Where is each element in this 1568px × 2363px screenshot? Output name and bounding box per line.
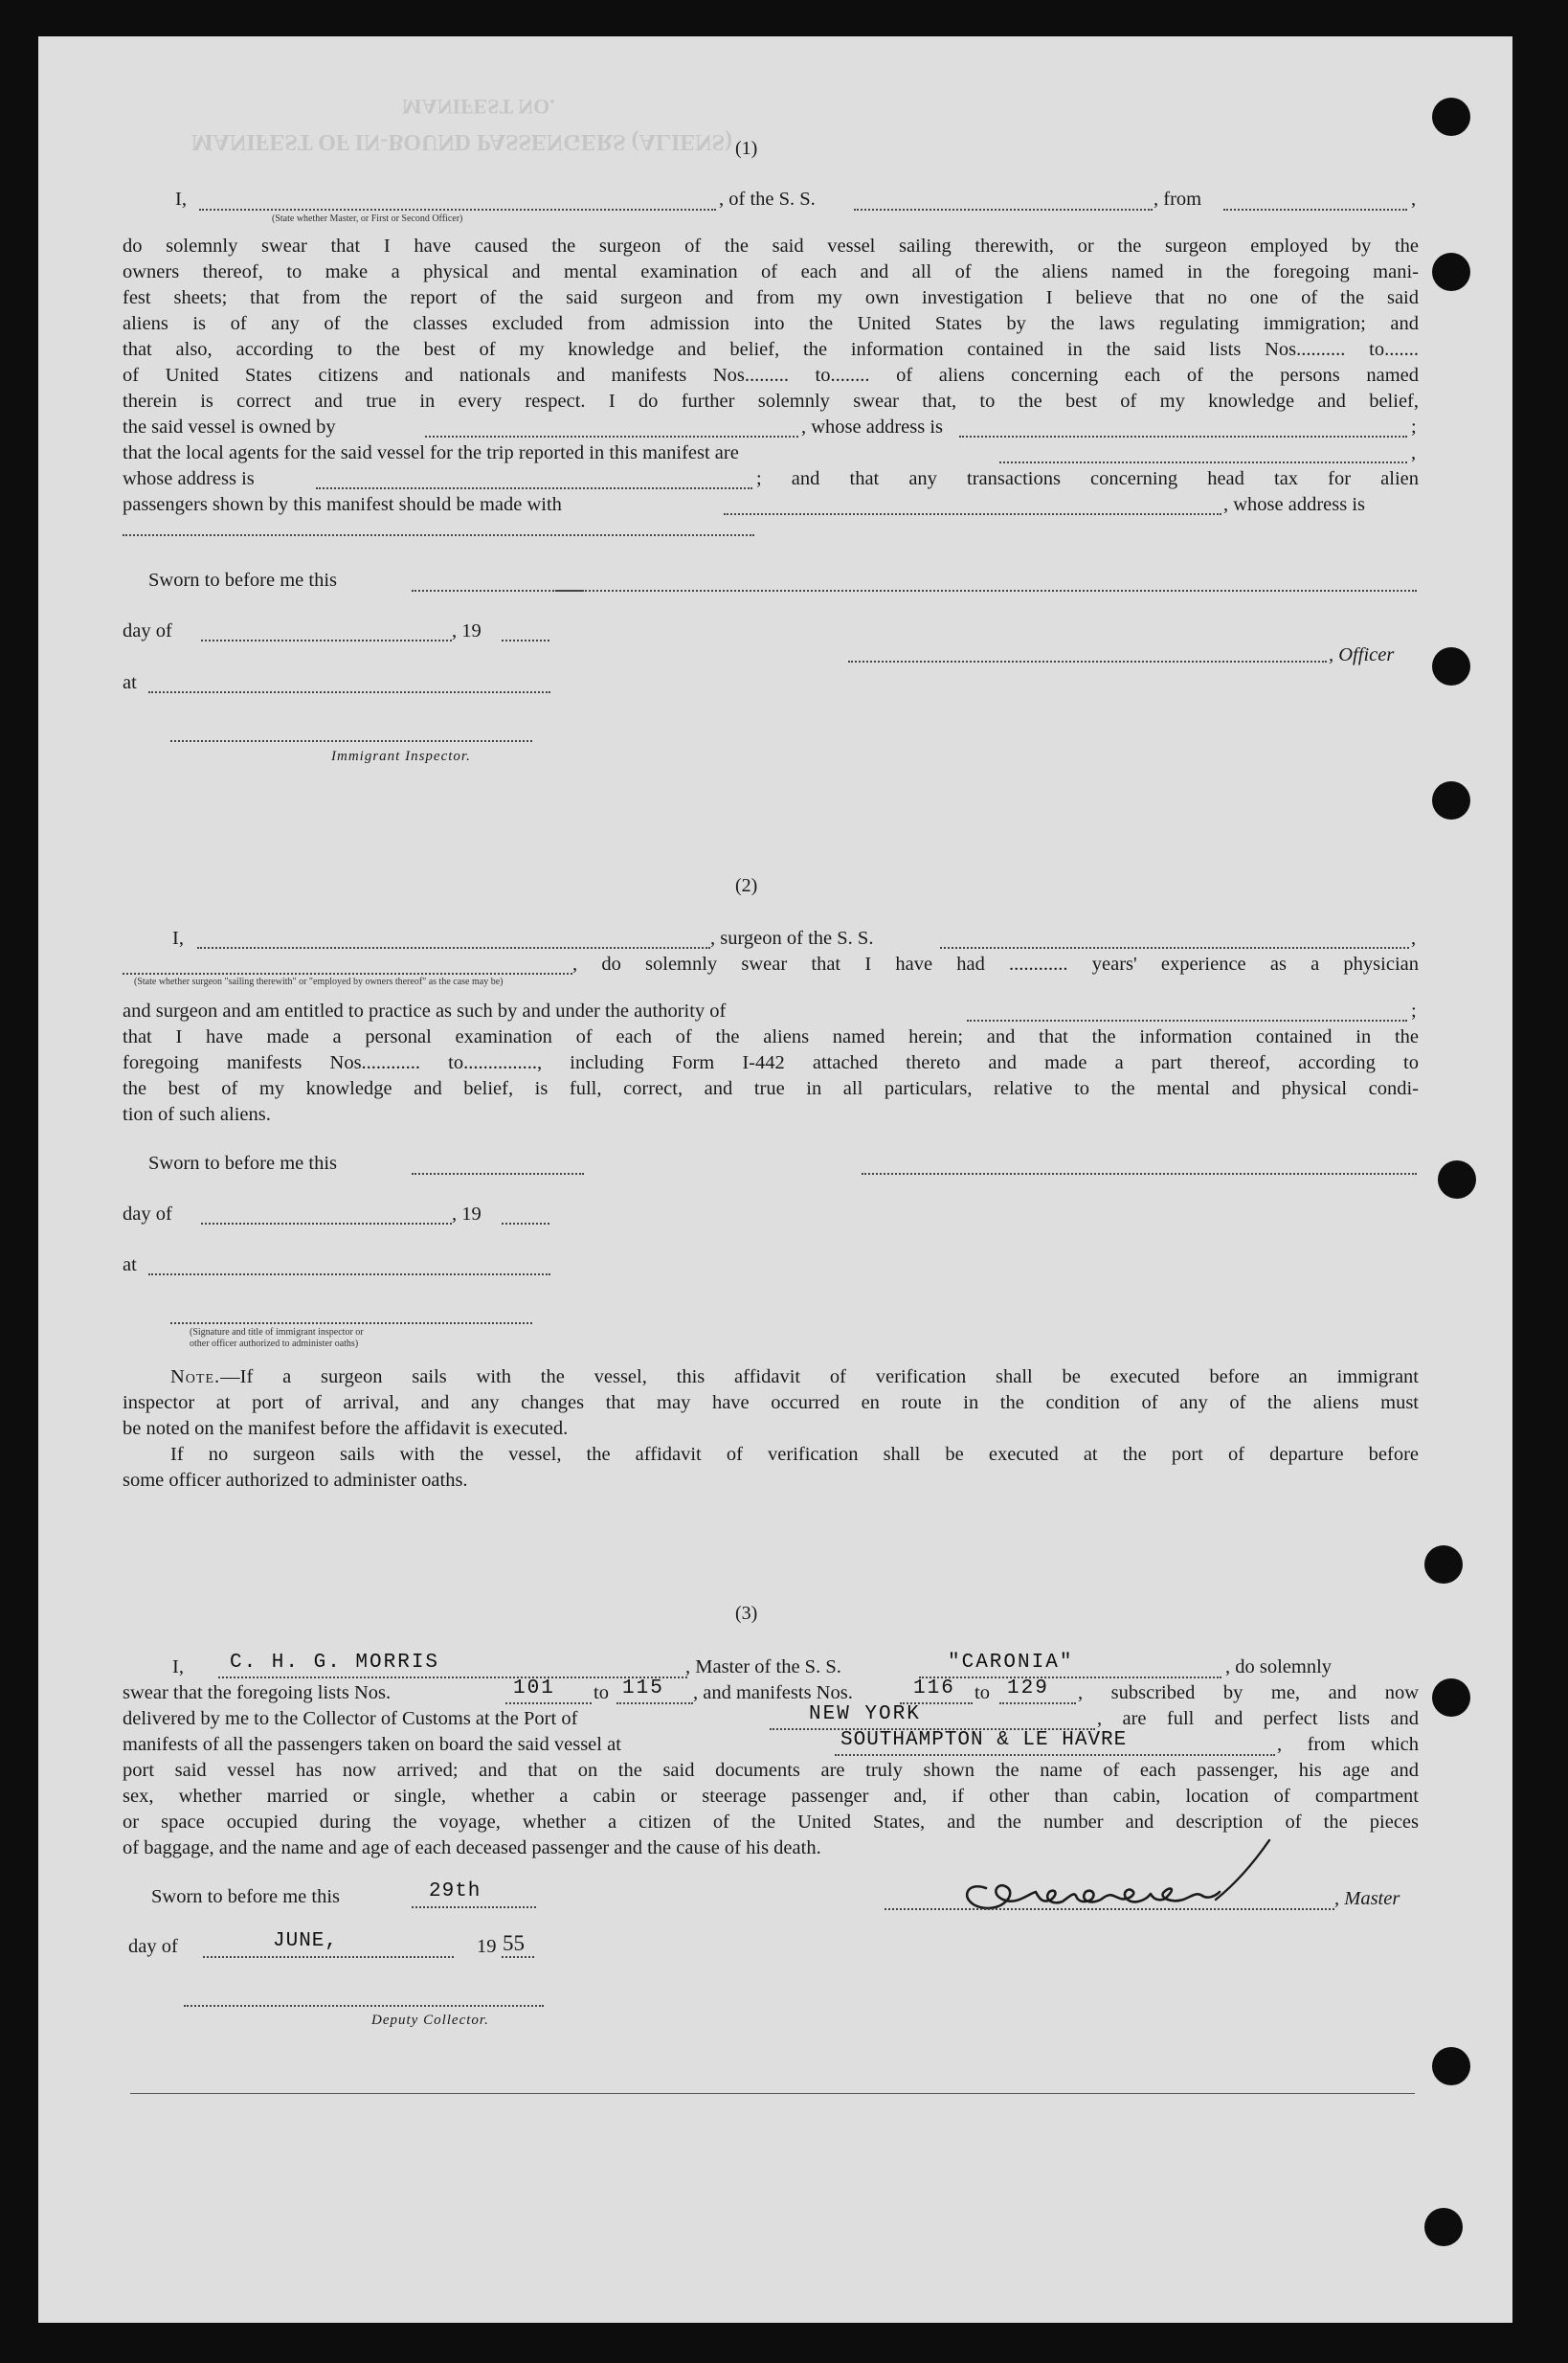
s1-made-with-address: , whose address is (1223, 494, 1366, 515)
s1-made-with-label: passengers shown by this manifest should be made with (123, 494, 562, 515)
s1-from-comma: , (1411, 189, 1417, 210)
s2-para-line-5: tion of such aliens. (123, 1104, 271, 1125)
s2-year-label: , 19 (452, 1204, 482, 1225)
s3-i-label: I, (172, 1656, 184, 1677)
s2-surgeon-of-label: , surgeon of the S. S. (710, 928, 874, 949)
s3-para-line-1: port said vessel has now arrived; and that on the said documents are truly shown the name of each passenger, his age and (123, 1760, 1419, 1781)
s3-manifests-all-text: manifests of all the passengers taken on board the said vessel at (123, 1734, 621, 1755)
s1-owned-by-label: the said vessel is owned by (123, 416, 336, 438)
s3-port-value: NEW YORK (809, 1703, 921, 1725)
punch-hole-6 (1424, 1545, 1463, 1584)
s3-month-value: JUNE, (273, 1930, 339, 1952)
s1-sworn-label: Sworn to before me this (148, 570, 337, 591)
s2-inspector-signature-field[interactable] (170, 1322, 532, 1324)
section-2-heading: (2) (735, 875, 758, 896)
s1-owner-address-field[interactable] (959, 436, 1407, 438)
s3-list-from-value: 101 (513, 1677, 555, 1699)
s2-sworn-label: Sworn to before me this (148, 1153, 337, 1174)
s3-manifest-to-field[interactable] (999, 1702, 1076, 1704)
s1-owner-whose-address: , whose address is (801, 416, 944, 438)
s1-head-tax-text: ; and that any transactions concerning head tax for alien (756, 468, 1419, 489)
s3-swear-text: swear that the foregoing lists Nos. (123, 1682, 392, 1703)
section-3-heading: (3) (735, 1603, 758, 1624)
punch-hole-4 (1432, 781, 1470, 820)
s2-ship-comma: , (1411, 928, 1417, 949)
s1-of-ss-label: , of the S. S. (719, 189, 816, 210)
bleed-through-header: MANIFEST NO. (402, 95, 555, 119)
s1-para-line-3: fest sheets; that from the report of the said surgeon and from my own investigation I believe that no one of the said (123, 287, 1419, 308)
punch-hole-2 (1432, 253, 1470, 291)
s2-para-line-4: the best of my knowledge and belief, is full, correct, and true in all particulars, relative to the mental and physical condi- (123, 1078, 1419, 1099)
s1-para-line-2: owners thereof, to make a physical and mental examination of each and all of the aliens named in the foregoing mani- (123, 261, 1419, 282)
s1-para-line-5: that also, according to the best of my knowledge and belief, the information contained in the said lists Nos.......... to....... (123, 339, 1419, 360)
s3-list-to-value: 115 (622, 1677, 664, 1699)
s3-to-1: to (594, 1682, 609, 1703)
s2-note-line-2: inspector at port of arrival, and any changes that may have occurred en route in the condition of any of the aliens must (123, 1392, 1419, 1413)
s1-year-field[interactable] (502, 640, 549, 641)
s2-sailing-field[interactable] (123, 973, 572, 975)
s1-at-field[interactable] (148, 691, 550, 693)
s2-note-line-3: be noted on the manifest before the affidavit is executed. (123, 1418, 569, 1439)
s1-para-line-7: therein is correct and true in every respect. I do further solemnly swear that, to the best of my knowledge and belief, (123, 391, 1419, 412)
s2-authority-semicolon: ; (1411, 1001, 1417, 1022)
s2-para-line-2: that I have made a personal examination of each of the aliens named herein; and that the information contained in the (123, 1026, 1419, 1047)
s3-to-2: to (974, 1682, 990, 1703)
s2-at-field[interactable] (148, 1273, 550, 1275)
section-1-heading: (1) (735, 138, 758, 159)
s3-para-line-3: or space occupied during the voyage, whether a citizen of the United States, and the number and description of the pieces (123, 1812, 1419, 1833)
note-label: Note. (170, 1366, 221, 1387)
s1-inspector-label: Immigrant Inspector. (331, 749, 471, 764)
s1-para-line-6: of United States citizens and nationals and manifests Nos......... to........ of aliens concerning each of the persons named (123, 365, 1419, 386)
s1-at-label: at (123, 672, 137, 693)
s3-master-signature-field[interactable] (885, 1908, 1334, 1910)
s2-note2-line-2: some officer authorized to administer oaths. (123, 1470, 468, 1491)
s3-master-name-field[interactable] (218, 1677, 687, 1678)
s3-month-field[interactable] (203, 1956, 454, 1958)
s2-sig-caption-2: other officer authorized to administer oaths) (190, 1339, 359, 1349)
s1-address-label: whose address is (123, 468, 255, 489)
s3-year-prefix: 19 (477, 1936, 497, 1957)
s1-officer-signature-top[interactable] (555, 590, 1417, 592)
s2-surgeon-signature-field[interactable] (862, 1173, 1417, 1175)
s1-state-caption: (State whether Master, or First or Second Officer) (272, 214, 463, 224)
s1-made-with-address-field[interactable] (123, 534, 754, 536)
punch-hole-7 (1432, 1678, 1470, 1717)
s3-delivered-text: delivered by me to the Collector of Customs at the Port of (123, 1708, 578, 1729)
s1-day-of-label: day of (123, 620, 172, 641)
s3-master-name-value: C. H. G. MORRIS (230, 1652, 440, 1674)
punch-hole-9 (1424, 2208, 1463, 2246)
s3-ship-field[interactable] (919, 1677, 1221, 1678)
punch-hole-3 (1432, 647, 1470, 686)
s3-do-solemnly: , do solemnly (1225, 1656, 1333, 1677)
s2-sworn-day-field[interactable] (412, 1173, 584, 1175)
s1-i-label: I, (175, 189, 187, 210)
s3-day-of-label: day of (128, 1936, 178, 1957)
s3-and-manifests: , and manifests Nos. (693, 1682, 853, 1703)
punch-hole-8 (1432, 2047, 1470, 2085)
s1-day-of-field[interactable] (201, 640, 452, 641)
punch-hole-1 (1432, 98, 1470, 136)
s3-sworn-day-value: 29th (429, 1880, 482, 1902)
s2-at-label: at (123, 1254, 137, 1275)
s2-note-line-1 (170, 1364, 1419, 1390)
punch-hole-5 (1438, 1160, 1476, 1199)
bottom-rule (130, 2093, 1415, 2094)
s3-para-line-4: of baggage, and the name and age of each deceased passenger and the cause of his death. (123, 1837, 821, 1858)
s1-inspector-signature-field[interactable] (170, 740, 532, 742)
s3-departure-value: SOUTHAMPTON & LE HAVRE (840, 1729, 1128, 1751)
s2-surgeon-name-field[interactable] (197, 947, 710, 949)
s3-ship-value: "CARONIA" (948, 1652, 1074, 1674)
s3-manifest-from-value: 116 (913, 1677, 955, 1699)
manifest-sheet (38, 36, 1512, 2323)
note-text-1: —If a surgeon sails with the vessel, this affidavit of verification shall be executed before an immigrant (220, 1366, 1419, 1387)
s3-list-from-field[interactable] (505, 1702, 592, 1704)
s2-day-of-label: day of (123, 1204, 172, 1225)
s2-year-field[interactable] (502, 1223, 549, 1225)
s2-state-caption: (State whether surgeon "sailing therewith" or "employed by owners thereof" as the case may be) (134, 977, 504, 987)
s2-note2-line-1: If no surgeon sails with the vessel, the affidavit of verification shall be executed at the port of departure before (170, 1444, 1419, 1465)
s3-master-label: , Master (1334, 1888, 1400, 1909)
s2-day-of-field[interactable] (201, 1223, 452, 1225)
bleed-through-title: MANIFEST OF IN-BOUND PASSENGERS (ALIENS) (191, 129, 732, 154)
s3-departure-field[interactable] (835, 1754, 1275, 1756)
s1-owner-semicolon: ; (1411, 416, 1417, 438)
s2-ship-field[interactable] (940, 947, 1409, 949)
s2-i-label: I, (172, 928, 184, 949)
s1-officer-name-field[interactable] (199, 209, 716, 211)
s1-agents-address-field[interactable] (316, 487, 752, 489)
s2-authority-field[interactable] (967, 1020, 1407, 1022)
s1-year-label: , 19 (452, 620, 482, 641)
s1-owner-field[interactable] (425, 436, 798, 438)
s1-para-line-1: do solemnly swear that I have caused the surgeon of the said vessel sailing therewith, or the surgeon employed by the (123, 236, 1419, 257)
s1-officer-label: , Officer (1329, 644, 1395, 665)
s1-agents-label: that the local agents for the said vessel for the trip reported in this manifest are (123, 442, 739, 463)
s1-agents-field[interactable] (999, 461, 1407, 463)
s3-para-line-2: sex, whether married or single, whether a cabin or steerage passenger and, if other than cabin, location of compartment (123, 1786, 1419, 1807)
s3-manifest-to-value: 129 (1007, 1677, 1049, 1699)
s2-para-line-3: foregoing manifests Nos............ to..............., including Form I-442 attached thereto and made a part thereof, according to (123, 1052, 1419, 1073)
s3-list-to-field[interactable] (616, 1702, 693, 1704)
master-signature (948, 1833, 1302, 1924)
s3-sworn-day-field[interactable] (412, 1906, 536, 1908)
s1-para-line-4: aliens is of any of the classes excluded from admission into the United States by the laws regulating immigration; and (123, 313, 1419, 334)
s3-year-suffix: 55 (503, 1931, 525, 1955)
s3-full-perfect: , are full and perfect lists and (1097, 1708, 1419, 1729)
s3-subscribed: , subscribed by me, and now (1078, 1682, 1419, 1703)
s3-from-which: , from which (1277, 1734, 1419, 1755)
s1-from-label: , from (1154, 189, 1202, 210)
s2-sig-caption-1: (Signature and title of immigrant inspector or (190, 1327, 364, 1338)
s1-made-with-field[interactable] (724, 513, 1221, 515)
s3-year-field[interactable] (502, 1956, 534, 1958)
s1-officer-signature-field[interactable] (848, 661, 1327, 663)
s1-agents-comma: , (1411, 442, 1417, 463)
s1-from-field[interactable] (1223, 209, 1407, 211)
s3-master-of-label: , Master of the S. S. (685, 1656, 841, 1677)
s3-collector-label: Deputy Collector. (371, 2013, 489, 2028)
document-frame (38, 36, 1512, 2323)
s3-sworn-label: Sworn to before me this (151, 1886, 340, 1907)
s1-ship-name-field[interactable] (854, 209, 1153, 211)
s2-years-line: , do solemnly swear that I have had ............ years' experience as a physician (572, 954, 1419, 975)
s2-authority-label: and surgeon and am entitled to practice as such by and under the authority of (123, 1001, 727, 1022)
s3-collector-signature-field[interactable] (184, 2005, 544, 2007)
